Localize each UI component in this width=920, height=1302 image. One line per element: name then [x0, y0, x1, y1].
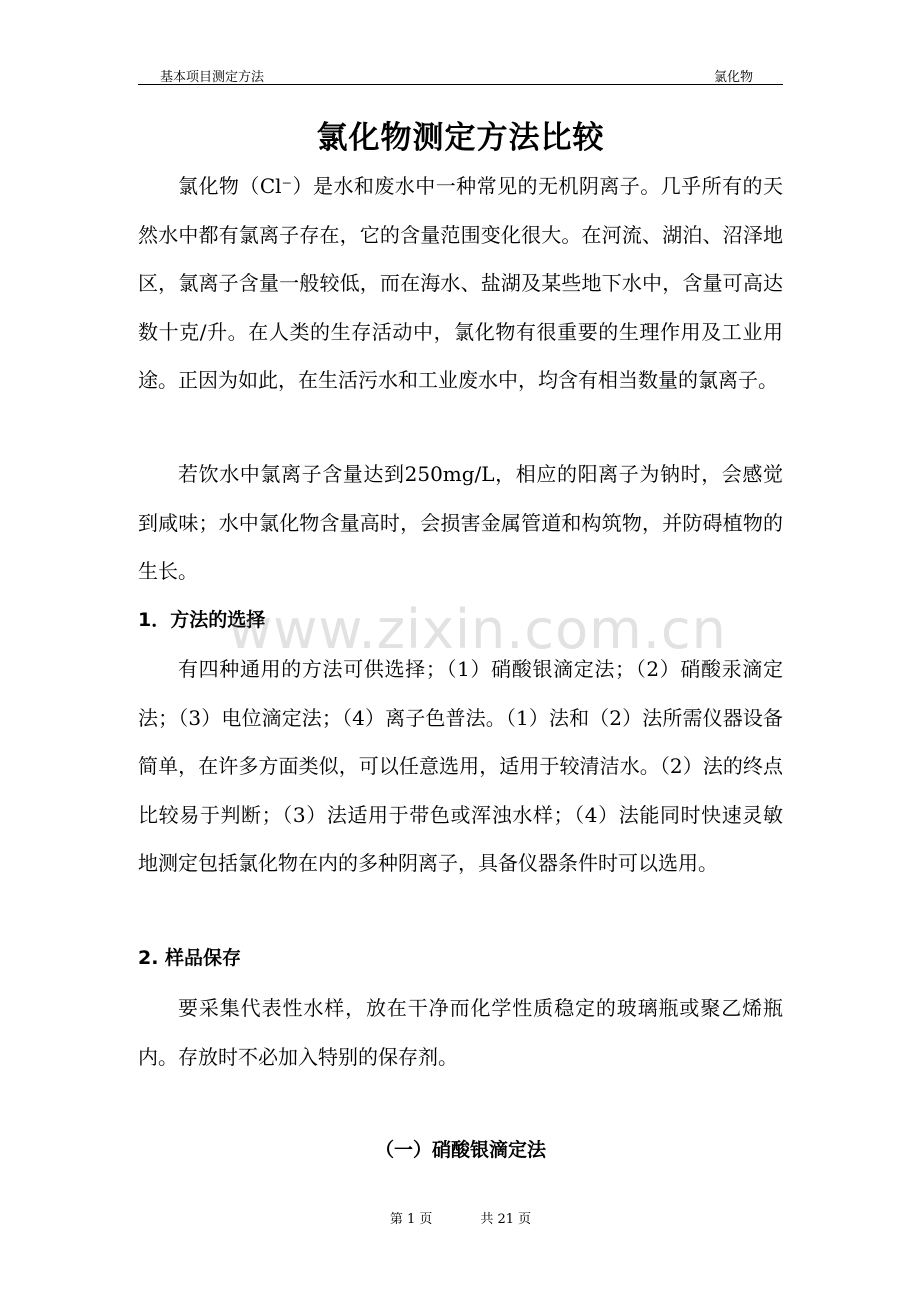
section-heading-method-selection: 1．方法的选择: [138, 609, 266, 631]
paragraph-storage: 要采集代表性水样，放在干净而化学性质稳定的玻璃瓶或聚乙烯瓶内。存放时不必加入特别的保存剂。: [138, 996, 783, 1069]
page-header: [138, 62, 783, 85]
header-right-text: 氯化物: [713, 70, 753, 85]
page-footer: [138, 1208, 783, 1227]
watermark: www.zixin.com.cn: [228, 598, 727, 661]
header-left-text: 基本项目测定方法: [160, 70, 265, 85]
document-title: 氯化物测定方法比较: [316, 120, 605, 156]
paragraph-effects: 若饮水中氯离子含量达到250mg/L，相应的阳离子为钠时，会感觉到咸味；水中氯化物含量高时，会损害金属管道和构筑物，并防碍植物的生长。: [138, 462, 783, 583]
page-total: 共 21 页: [480, 1212, 532, 1227]
paragraph-methods: 有四种通用的方法可供选择；（1）硝酸银滴定法；（2）硝酸汞滴定法；（3）电位滴定法；（4）离子色普法。（1）法和（2）法所需仪器设备简单，在许多方面类似，可以任意选用，适用于较清洁水。（2）法的终点比较易于判断；（3）法适用于带色或浑浊水样；（4）法能同时快速灵敏地测定包括氯化物在内的多种阴离子，具备仪器条件时可以选用。: [138, 657, 783, 875]
page-number: 第 1 页: [389, 1212, 433, 1227]
section-heading-sample-storage: 2. 样品保存: [138, 947, 242, 969]
subsection-heading-silver-nitrate: （一）硝酸银滴定法: [374, 1139, 546, 1161]
paragraph-intro: 氯化物（Cl⁻）是水和废水中一种常见的无机阴离子。几乎所有的天然水中都有氯离子存在，它的含量范围变化很大。在河流、湖泊、沼泽地区，氯离子含量一般较低，而在海水、盐湖及某些地下水中，含量可高达数十克/升。在人类的生存活动中，氯化物有很重要的生理作用及工业用途。正因为如此，在生活污水和工业废水中，均含有相当数量的氯离子。: [138, 174, 783, 392]
